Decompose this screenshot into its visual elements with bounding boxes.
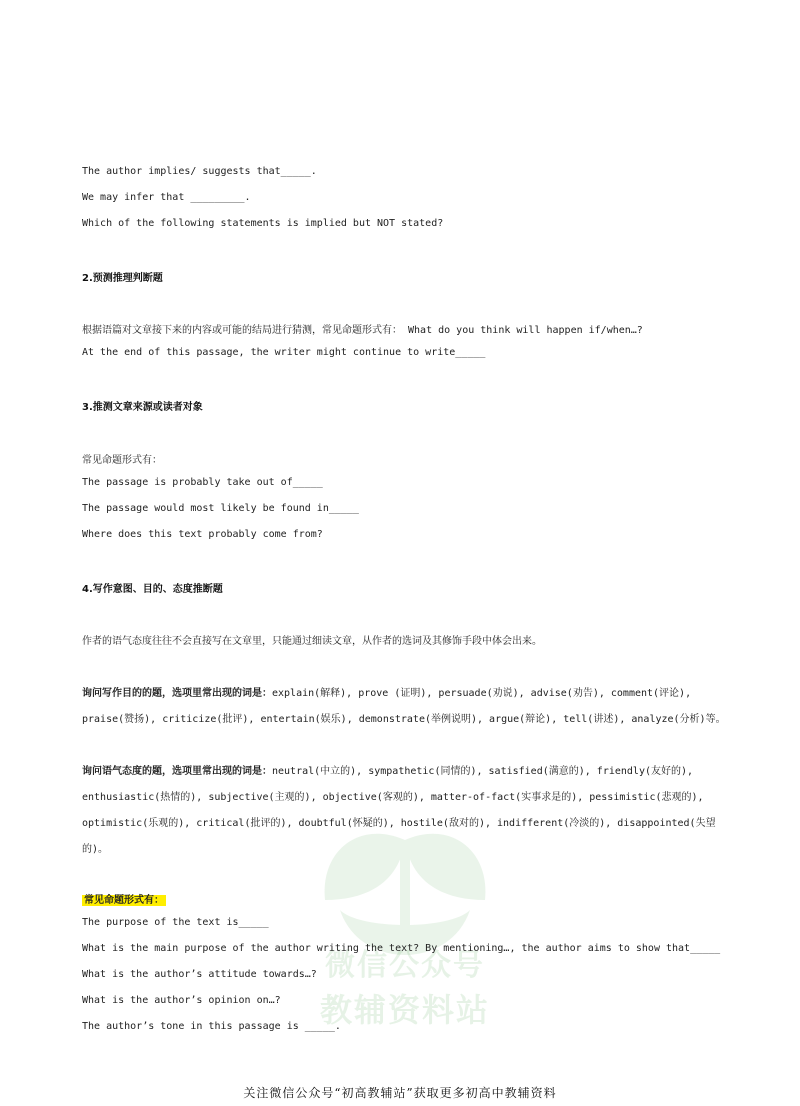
list-item: The author’s tone in this passage is _____. <box>82 1021 341 1032</box>
purpose-lead: 询问写作目的的题，选项里常出现的词是： <box>82 688 272 699</box>
watermark-text-2: 教辅资料站 <box>319 991 490 1029</box>
text-line: enthusiastic(热情的), subjective(主观的), objective(客观的), matter-of-fact(实事求是的), pessimistic(悲观的), <box>82 792 704 803</box>
tone-lead: 询问语气态度的题，选项里常出现的词是： <box>82 766 272 777</box>
text-line: 的)。 <box>82 844 109 855</box>
text-line: 作者的语气态度往往不会直接写在文章里，只能通过细读文章，从作者的选词及其修饰手段中体会出来。 <box>82 636 542 647</box>
section-2-heading: 2.预测推理判断题 <box>82 273 163 284</box>
forms-heading-line <box>82 891 166 906</box>
text-line: praise(赞扬), criticize(批评), entertain(娱乐), demonstrate(举例说明), argue(辩论), tell(讲述), analyze(分析)等。 <box>82 714 726 725</box>
tone-paragraph-line <box>82 762 693 777</box>
text-line: 根据语篇对文章接下来的内容或可能的结局进行猜测，常见命题形式有： What do you think will happen if/when…? <box>82 325 643 336</box>
list-item: What is the author’s opinion on…? <box>82 995 281 1006</box>
list-item: The purpose of the text is_____ <box>82 917 269 928</box>
section-3-heading: 3.推测文章来源或读者对象 <box>82 402 203 413</box>
text-line: The author implies/ suggests that_____. <box>82 166 317 177</box>
text-line: At the end of this passage, the writer might continue to write_____ <box>82 347 486 358</box>
section-4-heading: 4.写作意图、目的、态度推断题 <box>82 584 223 595</box>
text-line: 常见命题形式有： <box>82 455 162 466</box>
list-item: The passage would most likely be found in_____ <box>82 503 359 514</box>
purpose-paragraph-line <box>82 684 691 699</box>
text-line: We may infer that _________. <box>82 192 251 203</box>
text-line: Which of the following statements is implied but NOT stated? <box>82 218 444 229</box>
list-item: Where does this text probably come from? <box>82 529 323 540</box>
text-line: optimistic(乐观的), critical(批评的), doubtful(怀疑的), hostile(敌对的), indifferent(冷淡的), disappointed(失望 <box>82 818 716 829</box>
list-item: What is the author’s attitude towards…? <box>82 969 317 980</box>
watermark-text-1: 微信公众号 <box>325 948 485 983</box>
list-item: The passage is probably take out of_____ <box>82 477 323 488</box>
purpose-words: explain(解释), prove (证明), persuade(劝说), advise(劝告), comment(评论), <box>272 688 692 699</box>
footer-note: 关注微信公众号“初高教辅站”获取更多初高中教辅资料 <box>243 1086 557 1100</box>
list-item: What is the main purpose of the author writing the text? By mentioning…, the author aims to show that_____ <box>82 943 721 954</box>
tone-words: neutral(中立的), sympathetic(同情的), satisfied(满意的), friendly(友好的), <box>272 766 694 777</box>
forms-heading: 常见命题形式有： <box>84 895 164 906</box>
